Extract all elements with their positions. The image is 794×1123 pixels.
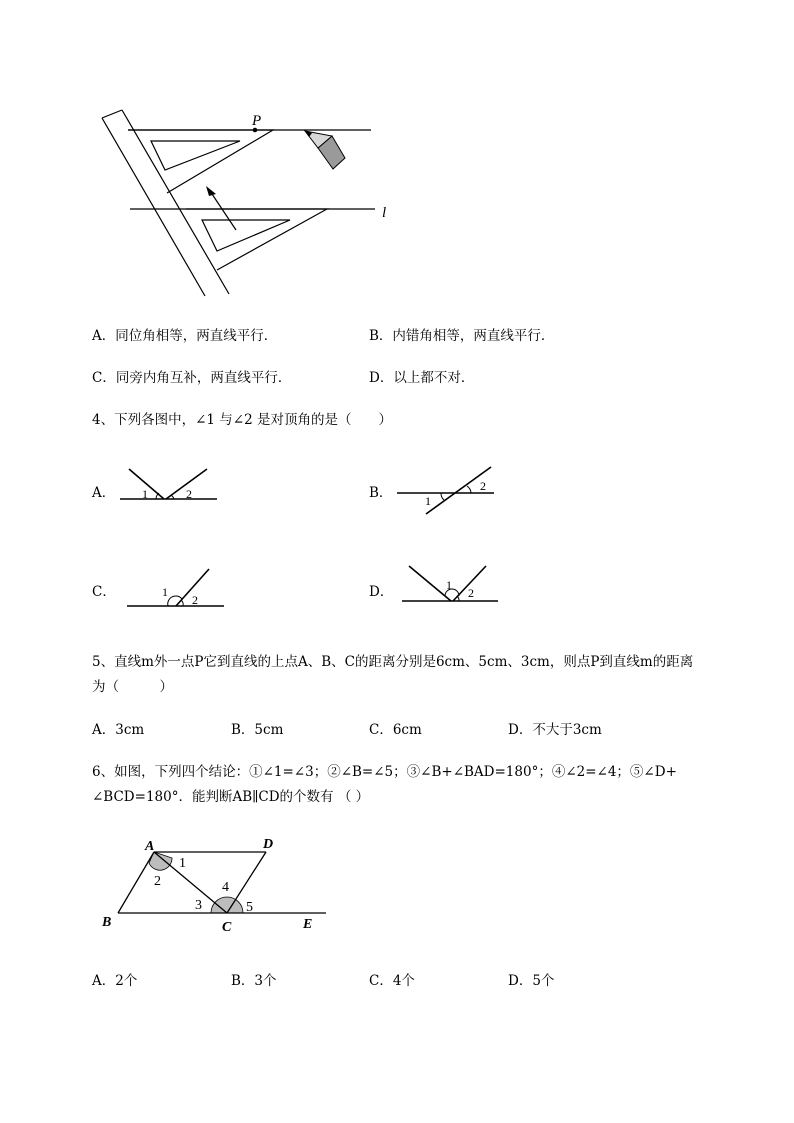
arrow-shaft	[210, 191, 236, 230]
q6-figure	[98, 832, 333, 937]
angle-1-label: 1	[179, 856, 186, 871]
ruler-edge-right	[122, 110, 229, 294]
q4-option-b-letter[interactable]: B．	[369, 485, 393, 501]
arrow-head	[206, 186, 216, 196]
set-square-upper-hole	[151, 141, 240, 170]
label-p: P	[252, 113, 262, 129]
q6-stem-line1: 6、如图，下列四个结论：①∠1=∠3；②∠B=∠5；③∠B+∠BAD=180°；④∠2=∠4；⑤∠D+	[92, 764, 677, 780]
q4d-angle1-label: 1	[446, 578, 452, 592]
point-a-label: A	[145, 839, 155, 854]
q4c-angle1-label: 1	[162, 585, 168, 599]
label-l: l	[382, 205, 387, 221]
q4-figure-d[interactable]	[397, 560, 502, 606]
set-square-lower	[186, 209, 327, 270]
q6-option-a[interactable]: A．2个	[92, 973, 138, 989]
point-c-label: C	[222, 920, 232, 935]
q5-option-d[interactable]: D．不大于3cm	[508, 722, 602, 738]
q6-stem-line2: ∠BCD=180°．能判断AB∥CD的个数有 （ ）	[92, 789, 370, 805]
q5-option-b[interactable]: B．5cm	[231, 722, 284, 738]
angle-5-label: 5	[246, 900, 253, 915]
q4b-angle1-label: 1	[425, 494, 431, 508]
q5-stem-line2: 为（ ）	[92, 679, 173, 695]
q5-option-c[interactable]: C．6cm	[369, 722, 422, 738]
q4-figure-c[interactable]	[122, 563, 232, 609]
pencil-icon	[305, 131, 345, 169]
q4b-angle2-label: 2	[480, 479, 486, 493]
q4-option-d-letter[interactable]: D．	[369, 584, 394, 600]
q3-option-a[interactable]: A．同位角相等，两直线平行．	[92, 328, 278, 344]
q6-option-c[interactable]: C．4个	[369, 973, 415, 989]
point-d-label: D	[263, 837, 274, 852]
angle-4-label: 4	[222, 880, 229, 895]
angle-2-label: 2	[154, 874, 161, 889]
set-square-upper	[128, 130, 273, 193]
q5-stem-line1: 5、直线m外一点P它到直线的上点A、B、C的距离分别是6cm、5cm、3cm，则点P到直线m的距离	[92, 654, 694, 670]
ruler-top	[102, 110, 122, 118]
set-square-lower-hole	[202, 220, 290, 251]
q4-option-a-letter[interactable]: A．	[92, 485, 116, 501]
ruler-edge-left	[102, 118, 205, 296]
q4a-angle1-label: 1	[142, 487, 148, 501]
point-b-label: B	[102, 915, 112, 930]
q3-option-d[interactable]: D．以上都不对．	[369, 370, 475, 386]
angle-3-label: 3	[195, 898, 202, 913]
q3-figure	[95, 105, 385, 300]
q4-option-c-letter[interactable]: C．	[92, 584, 116, 600]
q6-option-d[interactable]: D．5个	[508, 973, 555, 989]
q4-figure-a[interactable]	[115, 462, 225, 507]
q4a-angle2-label: 2	[186, 487, 192, 501]
q4-figure-b[interactable]	[392, 462, 502, 517]
q4c-angle2-label: 2	[192, 593, 198, 607]
q5-option-a[interactable]: A．3cm	[92, 722, 145, 738]
point-e-label: E	[303, 917, 313, 932]
q3-option-b[interactable]: B．内错角相等，两直线平行．	[369, 328, 555, 344]
q4d-angle2-label: 2	[468, 586, 474, 600]
q6-option-b[interactable]: B．3个	[231, 973, 277, 989]
q3-option-c[interactable]: C．同旁内角互补，两直线平行．	[92, 370, 292, 386]
q4-stem: 4、下列各图中，∠1 与∠2 是对顶角的是（ ）	[92, 412, 392, 428]
